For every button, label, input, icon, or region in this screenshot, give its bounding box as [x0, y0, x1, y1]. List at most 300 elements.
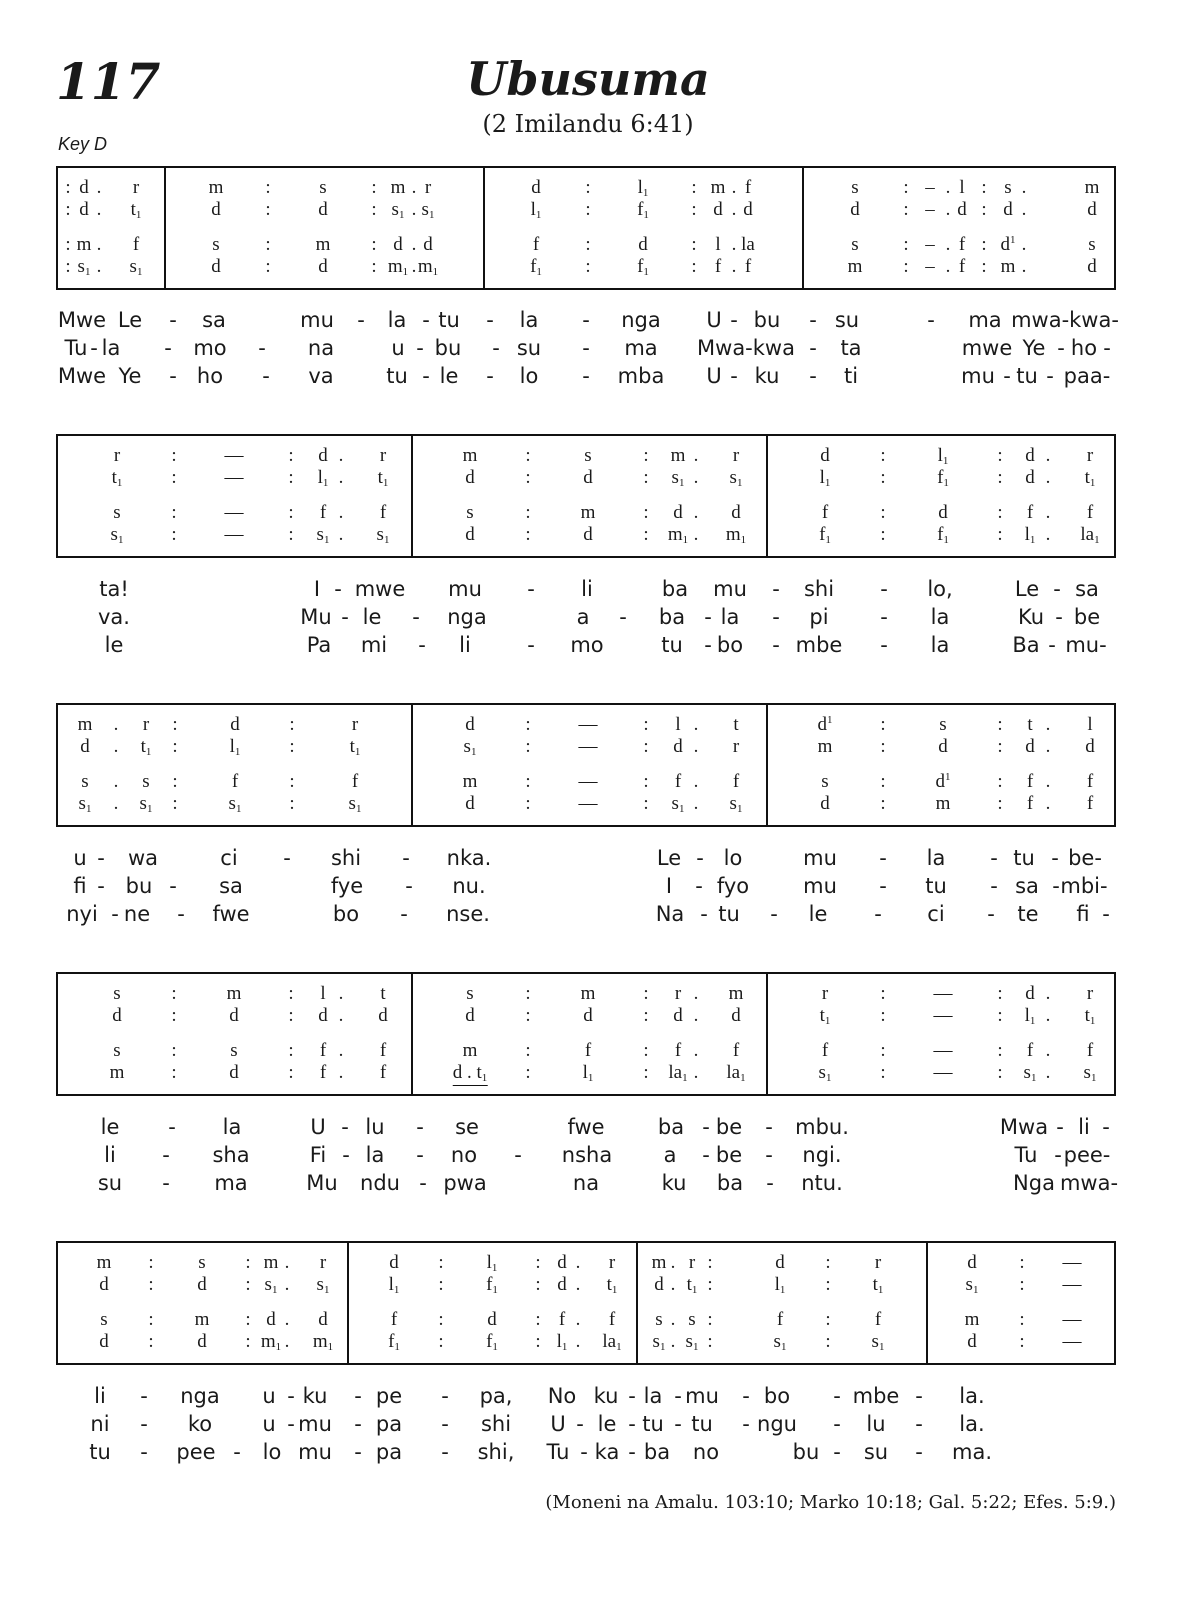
- lyric-syllable: fi: [1076, 902, 1090, 926]
- solfa-note: :: [525, 771, 531, 792]
- solfa-note: $s_1$: [228, 793, 242, 815]
- solfa-note: l: [959, 177, 965, 198]
- solfa-note: $t_1$: [1084, 467, 1096, 489]
- lyric-syllable: -: [987, 902, 995, 926]
- lyric-syllable: -: [772, 633, 780, 657]
- solfa-note: f: [674, 1040, 682, 1061]
- lyric-syllable: lo,: [927, 577, 953, 601]
- solfa-note: $s_1$: [348, 793, 362, 815]
- lyric-syllable: la: [222, 1115, 242, 1139]
- solfa-note: :: [65, 177, 71, 198]
- solfa-note: $t_1$: [130, 199, 142, 221]
- solfa-note: s: [466, 983, 474, 1004]
- solfa-note: d: [211, 199, 221, 220]
- solfa-note: .: [1045, 467, 1051, 488]
- lyric-syllable: li: [581, 577, 593, 601]
- lyric-syllable: te: [1017, 902, 1039, 926]
- solfa-note: $s_1$: [77, 256, 91, 278]
- solfa-note: d: [820, 445, 830, 466]
- lyric-syllable: mu: [685, 1384, 719, 1408]
- solfa-note: .: [693, 1005, 699, 1026]
- solfa-note: .: [113, 714, 119, 735]
- solfa-note: .: [693, 736, 699, 757]
- lyric-syllable: -: [422, 308, 430, 332]
- footer-references: (Moneni na Amalu. 103:10; Marko 10:18; Gal. 5:22; Efes. 5:9.): [545, 1492, 1116, 1513]
- solfa-note: f: [319, 1062, 327, 1083]
- solfa-note: d: [465, 793, 475, 814]
- lyric-syllable: fye: [330, 874, 364, 898]
- solfa-note: r: [821, 983, 829, 1004]
- solfa-note: .: [575, 1252, 581, 1273]
- lyric-syllable: la: [365, 1143, 385, 1167]
- solfa-note: :: [371, 177, 377, 198]
- lyric-syllable: -: [486, 308, 494, 332]
- solfa-note: s: [100, 1309, 108, 1330]
- solfa-note: s: [851, 177, 859, 198]
- lyric-syllable: -: [619, 605, 627, 629]
- lyric-syllable: -: [1048, 633, 1056, 657]
- lyric-syllable: nga: [447, 605, 487, 629]
- lyric-syllable: -: [416, 336, 424, 360]
- lyric-syllable: -: [742, 1384, 750, 1408]
- lyric-syllable: -: [341, 605, 349, 629]
- solfa-note: d: [967, 1252, 977, 1273]
- solfa-note: :: [643, 714, 649, 735]
- solfa-note: :: [288, 1062, 294, 1083]
- lyric-syllable: -: [441, 1412, 449, 1436]
- lyric-syllable: pee: [176, 1440, 216, 1464]
- lyric-syllable: ho: [1070, 336, 1098, 360]
- lyric-syllable: mbe: [852, 1384, 900, 1408]
- solfa-note: $d^1$: [935, 771, 951, 792]
- solfa-note: :: [1019, 1252, 1025, 1273]
- solfa-note: .: [693, 467, 699, 488]
- solfa-note: m: [96, 1252, 112, 1273]
- lyric-syllable: -: [527, 577, 535, 601]
- lyric-syllable: lu: [365, 1115, 385, 1139]
- solfa-note: f: [351, 771, 359, 792]
- solfa-note: $f_1$: [530, 256, 542, 278]
- lyric-syllable: -: [357, 308, 365, 332]
- lyric-syllable: a: [576, 605, 590, 629]
- solfa-note: d: [1025, 467, 1035, 488]
- lyric-syllable: la: [519, 308, 539, 332]
- solfa-note: .: [284, 1252, 290, 1273]
- lyric-syllable: pwa: [443, 1171, 487, 1195]
- lyric-syllable: -: [283, 846, 291, 870]
- solfa-note: –: [925, 177, 935, 198]
- lyric-syllable: fi: [73, 874, 87, 898]
- solfa-note: .: [731, 177, 737, 198]
- solfa-note: :: [997, 467, 1003, 488]
- lyric-syllable: -: [412, 605, 420, 629]
- solfa-note: s: [688, 1309, 696, 1330]
- lyric-syllable: -: [341, 1115, 349, 1139]
- lyric-syllable: -: [809, 364, 817, 388]
- lyric-syllable: tu: [642, 1412, 664, 1436]
- solfa-note: :: [707, 1309, 713, 1330]
- solfa-note: :: [691, 234, 697, 255]
- solfa-note: $la_1$: [668, 1062, 688, 1084]
- solfa-note: m: [462, 1040, 478, 1061]
- solfa-note: .: [1045, 771, 1051, 792]
- lyric-syllable: -: [628, 1412, 636, 1436]
- solfa-note: :: [171, 1062, 177, 1083]
- lyric-syllable: -: [874, 902, 882, 926]
- solfa-note: —: [1062, 1331, 1082, 1352]
- lyric-syllable: -: [704, 633, 712, 657]
- lyric-syllable: mwe: [354, 577, 406, 601]
- lyric-syllable: mwa-: [1059, 1171, 1119, 1195]
- solfa-note: d: [850, 199, 860, 220]
- solfa-note: :: [525, 1005, 531, 1026]
- lyric-syllable: -: [1052, 874, 1060, 898]
- lyric-syllable: ba: [661, 577, 689, 601]
- solfa-note: —: [578, 793, 598, 814]
- lyric-syllable: Mwa: [999, 1115, 1049, 1139]
- solfa-note: d . $t_1$: [452, 1062, 488, 1084]
- barline: [483, 168, 485, 288]
- barline: [411, 436, 413, 556]
- solfa-note: :: [171, 502, 177, 523]
- lyric-syllable: no: [692, 1440, 720, 1464]
- solfa-note: –: [925, 234, 935, 255]
- lyric-syllable: -: [422, 364, 430, 388]
- solfa-note: d: [378, 1005, 388, 1026]
- solfa-note: :: [288, 524, 294, 545]
- solfa-note: m: [710, 177, 726, 198]
- lyric-syllable: bu: [434, 336, 462, 360]
- lyric-syllable: pe: [375, 1384, 403, 1408]
- lyric-syllable: mu: [298, 1412, 332, 1436]
- lyric-syllable: -: [915, 1412, 923, 1436]
- lyric-syllable: ndu: [360, 1171, 400, 1195]
- hymn-title: Ubusuma: [466, 52, 710, 106]
- lyric-syllable: -: [334, 577, 342, 601]
- solfa-note: f: [1086, 502, 1094, 523]
- solfa-note: d: [393, 234, 403, 255]
- lyric-syllable: -: [90, 336, 98, 360]
- solfa-note: :: [997, 1040, 1003, 1061]
- lyric-syllable: tu: [925, 874, 947, 898]
- solfa-note: m: [935, 793, 951, 814]
- lyric-syllable: ka: [594, 1440, 620, 1464]
- lyric-syllable: U: [706, 364, 722, 388]
- solfa-note: s: [113, 502, 121, 523]
- solfa-note: d: [673, 736, 683, 757]
- lyric-syllable: li: [459, 633, 471, 657]
- solfa-note: r: [674, 983, 682, 1004]
- solfa-note: :: [1019, 1331, 1025, 1352]
- solfa-note: m: [964, 1309, 980, 1330]
- solfa-note: $s_1$: [316, 1274, 330, 1296]
- lyric-syllable: le: [104, 633, 124, 657]
- lyric-syllable: le: [597, 1412, 617, 1436]
- solfa-note: $s_1$: [391, 199, 405, 221]
- solfa-note: f: [1026, 771, 1034, 792]
- solfa-note: m: [462, 771, 478, 792]
- solfa-note: r: [874, 1252, 882, 1273]
- lyric-syllable: -: [514, 1143, 522, 1167]
- solfa-note: :: [981, 256, 987, 277]
- solfa-note: .: [338, 524, 344, 545]
- lyric-syllable: ma: [624, 336, 658, 360]
- solfa-note: $s_1$: [376, 524, 390, 546]
- solfa-note: $f_1$: [486, 1274, 498, 1296]
- solfa-note: :: [825, 1331, 831, 1352]
- lyric-syllable: -: [97, 846, 105, 870]
- solfa-note: :: [643, 983, 649, 1004]
- solfa-note: :: [288, 1040, 294, 1061]
- solfa-note: .: [670, 1331, 676, 1352]
- solfa-note: :: [245, 1252, 251, 1273]
- solfa-note: $s_1$: [1083, 1062, 1097, 1084]
- solfa-note: s: [584, 445, 592, 466]
- solfa-note: .: [1045, 983, 1051, 1004]
- solfa-note: .: [338, 1062, 344, 1083]
- solfa-note: :: [438, 1309, 444, 1330]
- solfa-note: $t_1$: [1084, 1005, 1096, 1027]
- scripture-reference: (2 Imilandu 6:41): [482, 110, 694, 138]
- solfa-note: :: [643, 771, 649, 792]
- solfa-note: $s_1$: [129, 256, 143, 278]
- solfa-note: :: [438, 1252, 444, 1273]
- solfa-note: :: [585, 199, 591, 220]
- solfa-note: .: [693, 524, 699, 545]
- barline: [766, 436, 768, 556]
- solfa-note: :: [880, 502, 886, 523]
- solfa-note: :: [691, 199, 697, 220]
- lyric-syllable: bu: [125, 874, 153, 898]
- solfa-note: $s_1$: [316, 524, 330, 546]
- solfa-note: $s_1$: [110, 524, 124, 546]
- lyric-syllable: -: [765, 1115, 773, 1139]
- solfa-note: $f_1$: [486, 1331, 498, 1353]
- lyric-syllable: -: [419, 1171, 427, 1195]
- solfa-note: d: [229, 1005, 239, 1026]
- solfa-note: $s_1$: [264, 1274, 278, 1296]
- solfa-note: $s_1$: [871, 1331, 885, 1353]
- solfa-note: :: [981, 234, 987, 255]
- solfa-note: $s_1$: [671, 793, 685, 815]
- lyric-syllable: mu: [713, 577, 747, 601]
- solfa-note: s: [81, 771, 89, 792]
- solfa-note: :: [880, 793, 886, 814]
- key-signature: Key D: [58, 134, 108, 154]
- solfa-note: .: [338, 467, 344, 488]
- solfa-note: :: [535, 1252, 541, 1273]
- lyric-syllable: -: [674, 1384, 682, 1408]
- lyric-syllable: fwe: [567, 1115, 605, 1139]
- solfa-note: m: [77, 714, 93, 735]
- lyric-syllable: su: [834, 308, 860, 332]
- lyric-syllable: -: [342, 1143, 350, 1167]
- lyric-syllable: -: [1055, 605, 1063, 629]
- lyric-syllable: ba: [658, 605, 686, 629]
- solfa-note: $d^1$: [817, 714, 833, 735]
- lyric-syllable: ma.: [951, 1440, 993, 1464]
- solfa-note: .: [113, 793, 119, 814]
- lyric-syllable: lu: [866, 1412, 886, 1436]
- lyric-syllable: ma: [968, 308, 1002, 332]
- lyric-syllable: u: [262, 1412, 276, 1436]
- lyric-syllable: ngu: [757, 1412, 797, 1436]
- solfa-note: m: [109, 1062, 125, 1083]
- lyric-syllable: U: [310, 1115, 326, 1139]
- solfa-note: t: [380, 983, 386, 1004]
- solfa-note: r: [319, 1252, 327, 1273]
- lyric-syllable: -: [405, 874, 413, 898]
- lyric-syllable: su: [97, 1171, 123, 1195]
- lyric-syllable: -: [177, 902, 185, 926]
- solfa-note: f: [732, 1040, 740, 1061]
- lyric-syllable: sha: [212, 1143, 250, 1167]
- lyric-syllable: tu: [661, 633, 683, 657]
- lyric-syllable: mo: [570, 633, 604, 657]
- lyric-syllable: lo: [723, 846, 743, 870]
- solfa-note: f: [1026, 1040, 1034, 1061]
- solfa-note: d: [1087, 199, 1097, 220]
- lyric-syllable: -: [809, 336, 817, 360]
- solfa-note: f: [1026, 502, 1034, 523]
- lyric-syllable: pa,: [479, 1384, 513, 1408]
- lyric-syllable: Mwa-kwa: [697, 336, 795, 360]
- solfa-note: .: [96, 256, 102, 277]
- lyric-syllable: la.: [959, 1384, 985, 1408]
- solfa-note: .: [693, 1062, 699, 1083]
- solfa-note: m: [1000, 256, 1016, 277]
- lyric-syllable: mbi-: [1060, 874, 1108, 898]
- lyric-syllable: mbe: [795, 633, 843, 657]
- solfa-note: :: [288, 983, 294, 1004]
- lyric-syllable: ho: [196, 364, 224, 388]
- solfa-note: m: [390, 177, 406, 198]
- solfa-note: d: [531, 177, 541, 198]
- solfa-note: d: [731, 1005, 741, 1026]
- solfa-note: .: [96, 199, 102, 220]
- solfa-note: :: [535, 1331, 541, 1352]
- lyric-syllable: a: [663, 1143, 677, 1167]
- lyric-syllable: Mwe: [57, 364, 107, 388]
- solfa-note: d: [197, 1331, 207, 1352]
- solfa-note: s: [230, 1040, 238, 1061]
- solfa-note: d: [957, 199, 967, 220]
- solfa-note: d: [638, 234, 648, 255]
- lyric-syllable: -: [628, 1440, 636, 1464]
- solfa-note: f: [1086, 1040, 1094, 1061]
- lyric-syllable: -: [168, 1115, 176, 1139]
- lyric-syllable: -: [770, 902, 778, 926]
- solfa-note: d: [557, 1252, 567, 1273]
- music-system-4: [56, 972, 1116, 1096]
- lyric-syllable: ta!: [99, 577, 129, 601]
- lyric-syllable: be-: [1068, 846, 1102, 870]
- lyric-syllable: nsha: [561, 1143, 613, 1167]
- solfa-note: d: [79, 177, 89, 198]
- solfa-note: l: [1087, 714, 1093, 735]
- solfa-note: $t_1$: [349, 736, 361, 758]
- hymn-number: 117: [56, 52, 161, 111]
- lyric-syllable: -: [258, 336, 266, 360]
- solfa-note: .: [338, 983, 344, 1004]
- lyric-syllable: la: [930, 633, 950, 657]
- solfa-note: .: [1021, 234, 1027, 255]
- lyric-syllable: mu: [803, 846, 837, 870]
- solfa-note: :: [371, 199, 377, 220]
- solfa-note: d: [938, 736, 948, 757]
- lyric-syllable: -: [766, 1171, 774, 1195]
- lyric-syllable: -: [111, 902, 119, 926]
- music-system-2: [56, 434, 1116, 558]
- solfa-note: :: [585, 234, 591, 255]
- solfa-note: $f_1$: [819, 524, 831, 546]
- solfa-note: r: [132, 177, 140, 198]
- solfa-note: :: [880, 736, 886, 757]
- lyric-syllable: -: [702, 1143, 710, 1167]
- lyric-syllable: -: [580, 1440, 588, 1464]
- solfa-note: $s_1$: [421, 199, 435, 221]
- barline: [347, 1243, 349, 1363]
- solfa-note: .: [113, 736, 119, 757]
- solfa-note: :: [288, 1005, 294, 1026]
- solfa-note: :: [903, 234, 909, 255]
- lyric-syllable: fwe: [212, 902, 250, 926]
- solfa-note: f: [874, 1309, 882, 1330]
- solfa-note: :: [65, 234, 71, 255]
- solfa-note: m: [462, 445, 478, 466]
- solfa-note: —: [1062, 1274, 1082, 1295]
- solfa-note: —: [578, 771, 598, 792]
- solfa-note: d: [743, 199, 753, 220]
- solfa-note: .: [338, 502, 344, 523]
- solfa-note: $la_1$: [602, 1331, 622, 1353]
- solfa-note: .: [945, 177, 951, 198]
- lyric-syllable: -: [441, 1384, 449, 1408]
- solfa-note: f: [584, 1040, 592, 1061]
- solfa-note: l: [675, 714, 681, 735]
- solfa-note: $t_1$: [111, 467, 123, 489]
- solfa-note: :: [148, 1331, 154, 1352]
- solfa-note: m: [208, 177, 224, 198]
- solfa-note: :: [525, 983, 531, 1004]
- solfa-note: r: [142, 714, 150, 735]
- solfa-note: d: [967, 1331, 977, 1352]
- solfa-note: f: [231, 771, 239, 792]
- lyric-syllable: -: [262, 364, 270, 388]
- lyric-syllable: -: [879, 874, 887, 898]
- solfa-note: f: [744, 177, 752, 198]
- lyric-syllable: be: [715, 1115, 743, 1139]
- solfa-note: .: [945, 256, 951, 277]
- lyric-syllable: -: [140, 1440, 148, 1464]
- solfa-note: d: [557, 1274, 567, 1295]
- solfa-note: –: [925, 256, 935, 277]
- solfa-note: .: [411, 177, 417, 198]
- solfa-note: m: [194, 1309, 210, 1330]
- solfa-note: :: [438, 1331, 444, 1352]
- lyric-syllable: I: [313, 577, 321, 601]
- solfa-note: :: [880, 771, 886, 792]
- lyric-syllable: Ye: [118, 364, 142, 388]
- lyric-syllable: -: [915, 1440, 923, 1464]
- lyric-syllable: tu: [438, 308, 460, 332]
- solfa-note: :: [265, 199, 271, 220]
- solfa-note: s: [939, 714, 947, 735]
- lyric-syllable: -: [416, 1115, 424, 1139]
- lyric-syllable: be: [715, 1143, 743, 1167]
- solfa-note: m: [580, 502, 596, 523]
- lyric-syllable: -: [164, 336, 172, 360]
